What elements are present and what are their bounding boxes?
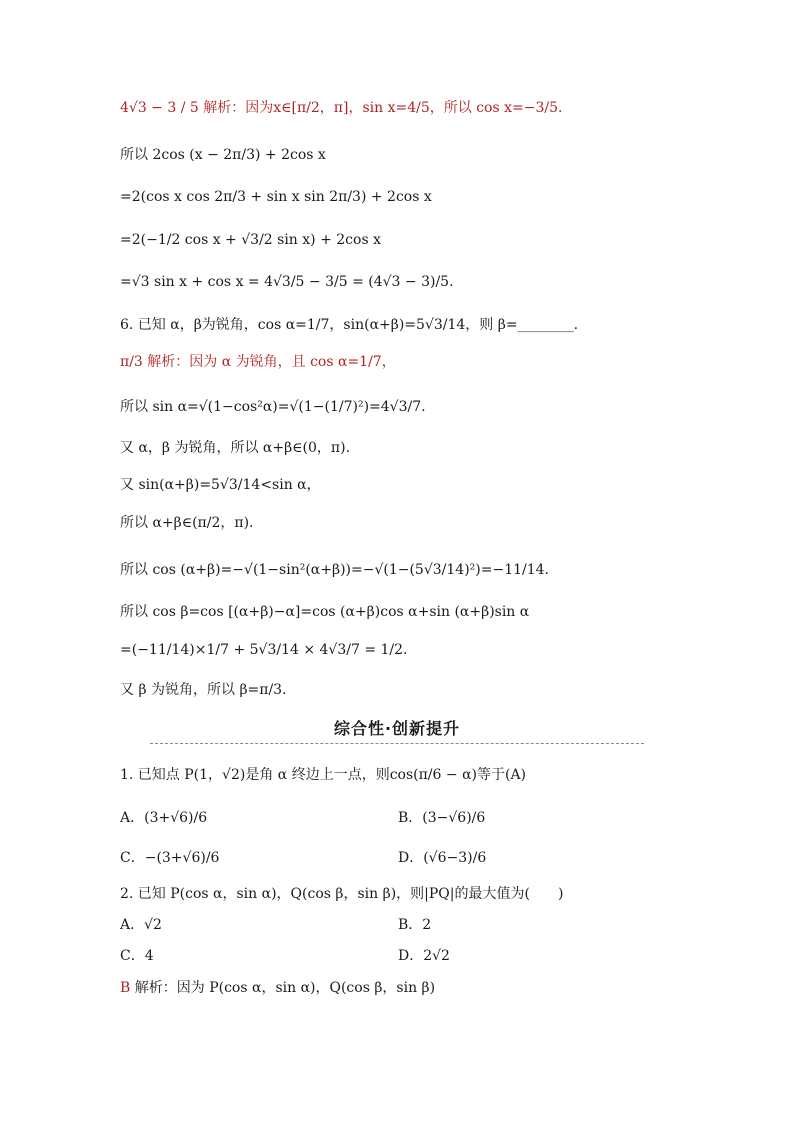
question-2-stem: 2. 已知 P(cos α，sin α)，Q(cos β，sin β)，则|PQ|的最大值为( ) — [120, 886, 564, 902]
question-6-stem: 6. 已知 α，β为锐角，cos α=1/7，sin(α+β)=5√3/14，则 β=________. — [120, 317, 579, 333]
question-2-option-a: A．√2 — [120, 917, 162, 933]
solution-6-line-5: 所以 α+β∈(π/2，π). — [120, 515, 254, 531]
solution-6-line-6: 所以 cos (α+β)=−√(1−sin²(α+β))=−√(1−(5√3/14)²)=−11/14. — [120, 562, 549, 578]
answer-2-line — [120, 978, 435, 998]
question-1-option-b: B．(3−√6)/6 — [398, 810, 486, 826]
solution-6-line-9: 又 β 为锐角，所以 β=π/3. — [120, 682, 287, 698]
answer-2-explanation: 解析：因为 P(cos α，sin α)，Q(cos β，sin β) — [134, 980, 436, 996]
solution-5-line-1 — [120, 98, 562, 118]
answer-2-letter: B — [120, 980, 131, 996]
section-header — [150, 716, 644, 744]
solution-5-line-3: =2(cos x cos 2π/3 + sin x sin 2π/3) + 2cos x — [120, 189, 432, 205]
question-2-option-c: C．4 — [120, 948, 154, 964]
solution-6-line-1 — [120, 352, 396, 372]
solution-5-line-4: =2(−1/2 cos x + √3/2 sin x) + 2cos x — [120, 232, 381, 248]
answer-6-value: π/3 解析：因为 α 为锐角，且 cos α=1/7， — [120, 354, 396, 370]
question-1-option-c: C．−(3+√6)/6 — [120, 850, 220, 866]
solution-6-line-4: 又 sin(α+β)=5√3/14<sin α， — [120, 477, 321, 493]
question-1-option-d: D．(√6−3)/6 — [398, 850, 487, 866]
question-2-option-d: D．2√2 — [398, 948, 450, 964]
solution-6-line-2: 所以 sin α=√(1−cos²α)=√(1−(1/7)²)=4√3/7. — [120, 399, 426, 415]
question-2-option-b: B．2 — [398, 917, 432, 933]
question-1-option-a: A．(3+√6)/6 — [120, 810, 208, 826]
solution-6-line-3: 又 α，β 为锐角，所以 α+β∈(0，π). — [120, 440, 351, 456]
section-title: 综合性·创新提升 — [333, 719, 461, 738]
section-divider — [150, 743, 644, 744]
solution-5-line-2: 所以 2cos (x − 2π/3) + 2cos x — [120, 147, 326, 163]
question-1-stem: 1. 已知点 P(1，√2)是角 α 终边上一点，则cos(π/6 − α)等于(A) — [120, 767, 527, 783]
solution-6-line-8: =(−11/14)×1/7 + 5√3/14 × 4√3/7 = 1/2. — [120, 642, 408, 658]
solution-5-line-5: =√3 sin x + cos x = 4√3/5 − 3/5 = (4√3 − 3)/5. — [120, 274, 454, 290]
solution-6-line-7: 所以 cos β=cos [(α+β)−α]=cos (α+β)cos α+sin (α+β)sin α — [120, 604, 530, 620]
answer-5-value: 4√3 − 3 / 5 解析：因为x∈[π/2，π]，sin x=4/5，所以 cos x=−3/5. — [120, 100, 563, 116]
